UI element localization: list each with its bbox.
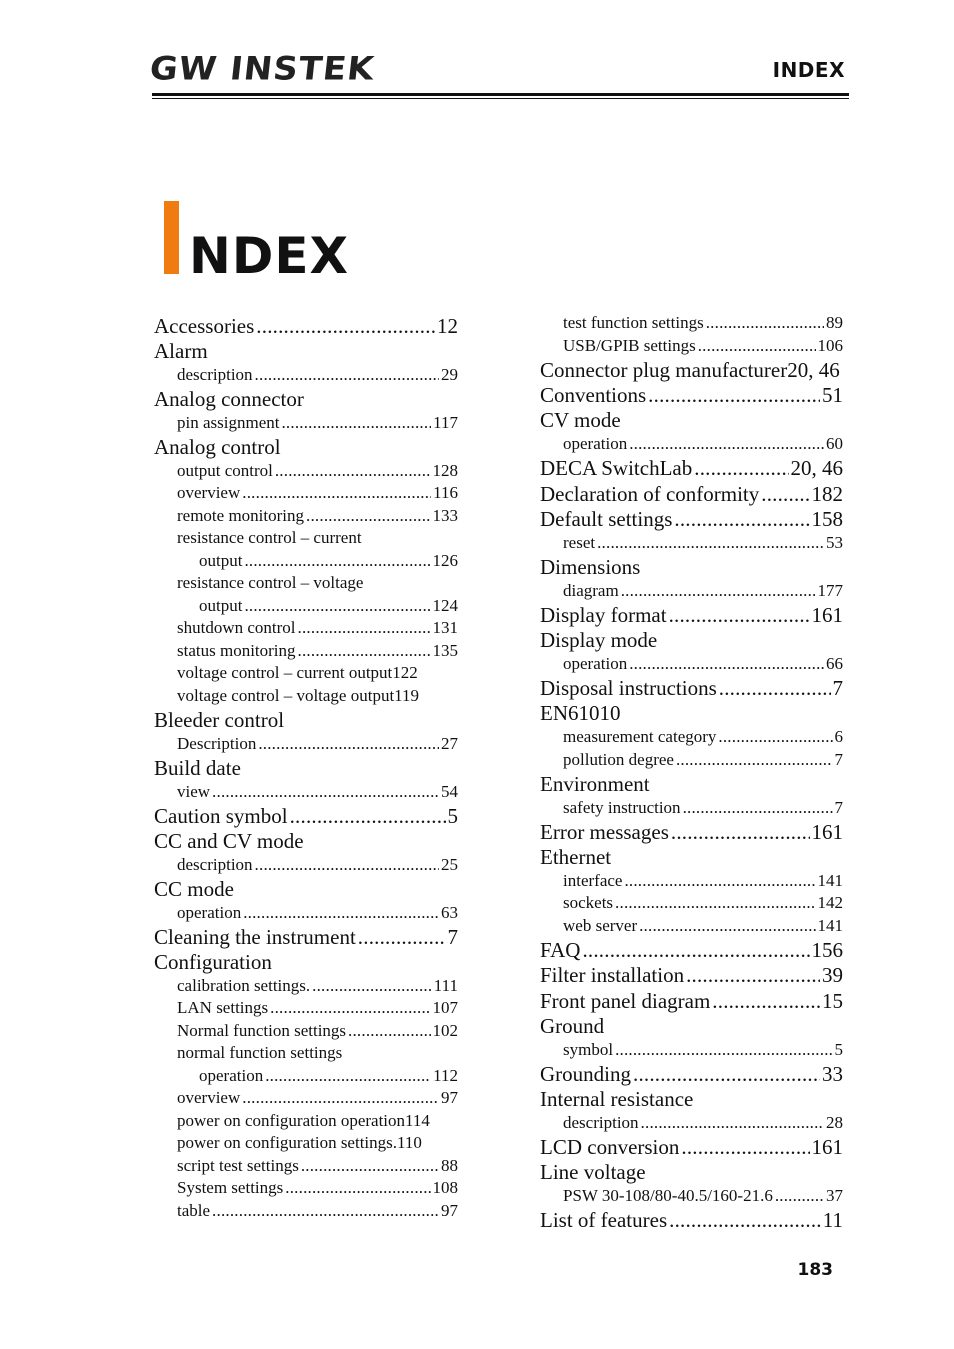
index-page: 27 (441, 734, 458, 753)
leader-dots (255, 365, 439, 385)
index-term: remote monitoring (177, 506, 305, 525)
index-subentry (177, 686, 419, 706)
index-subentry (563, 871, 843, 891)
index-term: shutdown control (177, 618, 296, 637)
index-term: Display mode (540, 628, 658, 652)
index-term: Build date (154, 756, 241, 780)
index-term: interface (563, 871, 623, 890)
leader-dots (242, 483, 431, 503)
index-page: 25 (441, 855, 458, 874)
index-heading (540, 845, 611, 870)
index-page: 116 (433, 483, 458, 502)
index-heading (540, 1087, 693, 1112)
index-page: 5 (834, 1040, 843, 1059)
index-subentry (177, 1021, 458, 1041)
index-subentry (177, 734, 458, 754)
index-term: Front panel diagram (540, 989, 711, 1013)
title-initial-bar (164, 201, 179, 274)
leader-dots (615, 1040, 832, 1060)
index-term: voltage control – current output122 (177, 663, 418, 682)
index-entry (154, 925, 458, 950)
leader-dots (348, 1021, 430, 1041)
leader-dots (775, 1186, 824, 1206)
leader-dots (669, 603, 810, 628)
index-page: 39 (822, 963, 843, 987)
index-term: operation (199, 1066, 264, 1085)
index-page: 106 (817, 336, 843, 355)
header-rule-thin (152, 98, 849, 99)
index-page: 7 (834, 798, 843, 817)
index-subentry-continued (199, 1066, 458, 1086)
index-subentry (177, 1178, 458, 1198)
index-term: Analog connector (154, 387, 304, 411)
index-term: Connector plug manufacturer20, 46 (540, 358, 840, 382)
leader-dots (270, 998, 430, 1018)
index-term: LCD conversion (540, 1135, 680, 1159)
index-heading (540, 1160, 646, 1185)
index-term: resistance control – current (177, 528, 362, 547)
index-subentry (563, 727, 843, 747)
leader-dots (639, 916, 815, 936)
index-subentry (177, 1156, 458, 1176)
index-term: USB/GPIB settings (563, 336, 696, 355)
index-heading (540, 1014, 604, 1039)
index-term: CC mode (154, 877, 234, 901)
index-term: Description (177, 734, 257, 753)
index-term: Grounding (540, 1062, 631, 1086)
leader-dots (285, 1178, 430, 1198)
index-heading (540, 772, 650, 797)
index-heading (540, 408, 621, 433)
index-term: description (177, 855, 253, 874)
index-term: PSW 30-108/80-40.5/160-21.6 (563, 1186, 773, 1205)
index-page: 156 (811, 938, 843, 962)
leader-dots (706, 313, 824, 333)
leader-dots (312, 976, 432, 996)
index-page: 141 (817, 916, 843, 935)
index-term: Filter installation (540, 963, 685, 987)
index-term: pin assignment (177, 413, 280, 432)
leader-dots (671, 820, 810, 845)
index-subentry (563, 1186, 843, 1206)
leader-dots (629, 654, 824, 674)
index-term: script test settings (177, 1156, 299, 1175)
index-entry (540, 603, 843, 628)
index-subentry (177, 1201, 458, 1221)
index-entry (540, 1062, 843, 1087)
index-term: normal function settings (177, 1043, 343, 1062)
index-subentry (563, 893, 843, 913)
index-term: Conventions (540, 383, 647, 407)
index-term: diagram (563, 581, 619, 600)
index-subentry (177, 1043, 342, 1063)
index-entry (540, 456, 843, 481)
index-entry (540, 1135, 843, 1160)
index-term: EN61010 (540, 701, 621, 725)
index-term: overview (177, 1088, 241, 1107)
leader-dots (624, 871, 815, 891)
index-page: 51 (822, 383, 843, 407)
index-term: Error messages (540, 820, 669, 844)
index-term: reset (563, 533, 596, 552)
index-term: Alarm (154, 339, 208, 363)
index-term: Disposal instructions (540, 676, 717, 700)
index-term: power on configuration settings.110 (177, 1133, 422, 1152)
index-term: status monitoring (177, 641, 296, 660)
index-subentry (177, 663, 418, 683)
index-term: Analog control (154, 435, 281, 459)
index-heading (540, 628, 657, 653)
index-term: operation (563, 654, 628, 673)
index-page: 20, 46 (790, 456, 843, 480)
leader-dots (358, 925, 446, 950)
leader-dots (633, 1062, 820, 1087)
index-page: 54 (441, 782, 458, 801)
index-page: 182 (811, 482, 843, 506)
index-entry (540, 482, 843, 507)
index-page: 88 (441, 1156, 458, 1175)
index-subentry (563, 1040, 843, 1060)
leader-dots (265, 1066, 431, 1086)
leader-dots (244, 551, 430, 571)
index-subentry (177, 641, 458, 661)
leader-dots (641, 1113, 824, 1133)
index-subentry (563, 798, 843, 818)
index-term: Normal function settings (177, 1021, 347, 1040)
index-term: operation (177, 903, 242, 922)
index-page: 126 (432, 551, 458, 570)
leader-dots (686, 963, 820, 988)
leader-dots (243, 903, 439, 923)
index-subentry (177, 461, 458, 481)
index-term: Ethernet (540, 845, 612, 869)
index-subentry (177, 855, 458, 875)
index-term: sockets (563, 893, 614, 912)
leader-dots (301, 1156, 439, 1176)
index-subentry (563, 533, 843, 553)
index-page: 15 (822, 989, 843, 1013)
index-heading (154, 756, 241, 781)
index-page: 66 (826, 654, 843, 673)
leader-dots (306, 506, 430, 526)
index-page: 111 (433, 976, 458, 995)
index-heading (154, 435, 281, 460)
index-term: calibration settings. (177, 976, 311, 995)
index-subentry-continued (199, 596, 458, 616)
header-rule-thick (152, 93, 849, 96)
index-term: overview (177, 483, 241, 502)
leader-dots (683, 798, 833, 818)
index-page: 29 (441, 365, 458, 384)
index-subentry (563, 916, 843, 936)
leader-dots (275, 461, 431, 481)
index-subentry (563, 750, 843, 770)
index-page: 161 (811, 603, 843, 627)
index-entry (540, 938, 843, 963)
index-heading (154, 387, 304, 412)
index-page: 177 (817, 581, 843, 600)
index-page: 108 (432, 1178, 458, 1197)
index-term: safety instruction (563, 798, 681, 817)
leader-dots (281, 413, 431, 433)
index-subentry (177, 903, 458, 923)
index-page: 97 (441, 1201, 458, 1220)
index-term: LAN settings (177, 998, 269, 1017)
leader-dots (298, 641, 431, 661)
leader-dots (669, 1208, 821, 1233)
leader-dots (621, 581, 816, 601)
index-page: 128 (432, 461, 458, 480)
leader-dots (698, 336, 816, 356)
index-subentry (563, 336, 843, 356)
index-entry (540, 383, 843, 408)
index-page: 5 (447, 804, 458, 828)
index-page: 124 (432, 596, 458, 615)
index-term: FAQ (540, 938, 581, 962)
leader-dots (298, 618, 431, 638)
leader-dots (256, 314, 435, 339)
page-number: 183 (797, 1260, 833, 1280)
index-term: Cleaning the instrument (154, 925, 356, 949)
index-subentry (177, 506, 458, 526)
index-page: 33 (822, 1062, 843, 1086)
index-subentry (177, 782, 458, 802)
index-page: 60 (826, 434, 843, 453)
index-entry (540, 820, 843, 845)
index-page: 135 (432, 641, 458, 660)
index-subentry (563, 654, 843, 674)
leader-dots (244, 596, 430, 616)
index-term: output (199, 551, 243, 570)
leader-dots (255, 855, 439, 875)
index-subentry (177, 365, 458, 385)
index-subentry (177, 573, 363, 593)
leader-dots (712, 989, 820, 1014)
index-page: 37 (826, 1186, 843, 1205)
leader-dots (676, 750, 833, 770)
leader-dots (290, 804, 446, 829)
index-entry (540, 507, 843, 532)
index-subentry (177, 483, 458, 503)
index-entry (540, 1208, 843, 1233)
index-subentry (177, 998, 458, 1018)
index-term: CV mode (540, 408, 621, 432)
index-term: symbol (563, 1040, 614, 1059)
index-subentry (177, 618, 458, 638)
index-page: 97 (441, 1088, 458, 1107)
leader-dots (648, 383, 820, 408)
index-page: 7 (834, 750, 843, 769)
index-page: 28 (826, 1113, 843, 1132)
index-term: Line voltage (540, 1160, 646, 1184)
leader-dots (718, 727, 832, 747)
index-entry (540, 676, 843, 701)
index-page: 102 (432, 1021, 458, 1040)
leader-dots (681, 1135, 809, 1160)
index-term: Bleeder control (154, 708, 285, 732)
index-page: 6 (834, 727, 843, 746)
index-heading (154, 339, 208, 364)
index-page: 117 (433, 413, 458, 432)
index-heading (154, 877, 234, 902)
index-term: description (177, 365, 253, 384)
leader-dots (212, 782, 439, 802)
index-subentry (177, 976, 458, 996)
index-subentry (177, 1111, 430, 1131)
index-term: pollution degree (563, 750, 674, 769)
index-term: output (199, 596, 243, 615)
header-section-title: INDEX (772, 58, 845, 82)
leader-dots (674, 507, 809, 532)
index-page: 133 (432, 506, 458, 525)
index-page: 131 (432, 618, 458, 637)
index-term: measurement category (563, 727, 717, 746)
index-term: Internal resistance (540, 1087, 694, 1111)
index-heading (540, 701, 621, 726)
index-entry (540, 963, 843, 988)
index-term: CC and CV mode (154, 829, 304, 853)
index-page: 7 (447, 925, 458, 949)
leader-dots (615, 893, 815, 913)
index-term: DECA SwitchLab (540, 456, 693, 480)
index-page: 53 (826, 533, 843, 552)
index-term: Accessories (154, 314, 255, 338)
index-page: 89 (826, 313, 843, 332)
index-term: operation (563, 434, 628, 453)
index-term: List of features (540, 1208, 668, 1232)
index-entry (540, 989, 843, 1014)
index-page: 7 (832, 676, 843, 700)
leader-dots (582, 938, 809, 963)
index-term: Declaration of conformity (540, 482, 760, 506)
index-heading (540, 358, 840, 383)
index-term: description (563, 1113, 639, 1132)
index-entry (154, 804, 458, 829)
index-term: Display format (540, 603, 667, 627)
index-subentry (563, 313, 843, 333)
index-subentry (177, 1133, 422, 1153)
index-term: System settings (177, 1178, 284, 1197)
index-page: 161 (811, 1135, 843, 1159)
page-title: NDEX (189, 227, 350, 285)
leader-dots (761, 482, 809, 507)
index-page: 161 (811, 820, 843, 844)
index-term: Dimensions (540, 555, 641, 579)
index-term: view (177, 782, 211, 801)
index-page: 141 (817, 871, 843, 890)
index-subentry (177, 528, 362, 548)
index-term: Caution symbol (154, 804, 288, 828)
index-subentry (563, 581, 843, 601)
index-page: 12 (437, 314, 458, 338)
leader-dots (242, 1088, 439, 1108)
index-page: 158 (811, 507, 843, 531)
index-term: Default settings (540, 507, 673, 531)
index-page: 142 (817, 893, 843, 912)
index-entry (154, 314, 458, 339)
leader-dots (719, 676, 831, 701)
leader-dots (694, 456, 788, 481)
gw-instek-logo: GW INSTEK (147, 50, 377, 88)
leader-dots (258, 734, 439, 754)
index-subentry (563, 1113, 843, 1133)
index-term: voltage control – voltage output119 (177, 686, 420, 705)
index-page: 11 (822, 1208, 843, 1232)
index-heading (154, 950, 272, 975)
index-heading (154, 708, 284, 733)
index-term: web server (563, 916, 638, 935)
index-heading (154, 829, 304, 854)
index-term: Configuration (154, 950, 272, 974)
leader-dots (629, 434, 824, 454)
index-term: power on configuration operation114 (177, 1111, 430, 1130)
index-term: resistance control – voltage (177, 573, 364, 592)
leader-dots (597, 533, 824, 553)
index-subentry-continued (199, 551, 458, 571)
index-term: output control (177, 461, 273, 480)
index-heading (540, 555, 640, 580)
index-page: 63 (441, 903, 458, 922)
leader-dots (212, 1201, 439, 1221)
index-subentry (563, 434, 843, 454)
index-page: 107 (432, 998, 458, 1017)
index-term: Ground (540, 1014, 605, 1038)
index-term: Environment (540, 772, 650, 796)
index-subentry (177, 413, 458, 433)
index-term: test function settings (563, 313, 704, 332)
index-subentry (177, 1088, 458, 1108)
index-term: table (177, 1201, 211, 1220)
index-page: 112 (433, 1066, 458, 1085)
